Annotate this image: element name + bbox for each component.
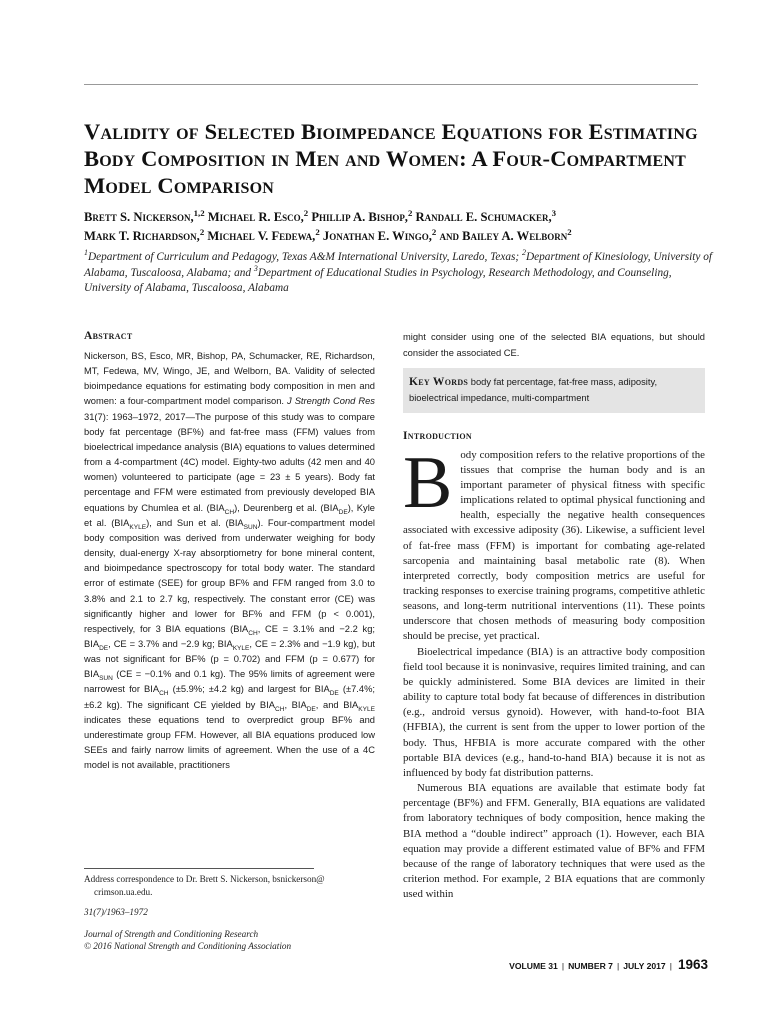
correspondence-note: Address correspondence to Dr. Brett S. Nickerson, bsnickerson@ crimson.ua.edu.: [84, 874, 325, 897]
page-footer: VOLUME 31 | NUMBER 7 | JULY 2017 | 1963: [509, 957, 708, 972]
abstract-heading: Abstract: [84, 330, 133, 342]
author-list: [84, 208, 714, 246]
abstract-column: [84, 330, 375, 773]
drop-cap: B: [403, 441, 453, 524]
abstract-text: Nickerson, BS, Esco, MR, Bishop, PA, Schumacker, RE, Richardson, MT, Fedewa, MV, Wingo, JE, and Welborn, BA. Validity of selected bioimpedance equations for estimating body composition in men and women: a four-compartment model comparison. J Strength Cond Res 31(7): 1963–1972, 2017—The purpose of this study was to compare body fat percentage (BF%) and fat-free mass (FFM) values from bioelectrical impedance analysis (BIA) equations to values determined from a 4-compartment (4C) model. Eighty-two adults (42 men and 40 women) volunteered to participate (age = 23 ± 5 years). Body fat percentage and FFM were estimated from previously developed BIA equations by Chumlea et al. $(BIA_{CH})$, Deurenberg et al. $(BIA_{DE})$, Kyle et al. $(BIA_{KYLE})$, and Sun et al. $(BIA_{SUN})$. Four-compartment model body composition was derived from underwater weighing for body density, dual-energy X-ray absorptiometry for bone mineral content, and bioimpedance spectroscopy for total body water. The standard error of estimate (SEE) for group BF% and FFM ranged from 3.0 to 3.8% and 2.1 to 2.7 kg, respectively. The constant error (CE) was significantly higher and lower for BF% and FFM (p < 0.001), respectively, for 3 BIA equations ($BIA_{CH}$, CE = 3.1% and −2.2 kg; $BIA_{DE}$, CE = 3.7% and −2.9 kg; $BIA_{KYLE}$, CE = 2.3% and −1.9 kg), but was not significant for BF% (p = 0.702) and FFM (p = 0.677) for $BIA_{SUN}$ (CE = −0.1% and 0.1 kg). The 95% limits of agreement were narrowest for $BIA_{CH}$ (±5.9%; ±4.2 kg) and largest for $BIA_{DE}$ (±7.4%; ±6.2 kg). The significant CE yielded by $BIA_{CH}$, $BIA_{DE}$, and $BIA_{KYLE}$ indicates these equations tend to overpredict group BF% and underestimate group FFM. However, all BIA equations produced low SEEs and fairly narrow limits of agreement. When the use of a 4C model is not available, practitioners: [84, 351, 376, 771]
footnote-rule: [84, 868, 314, 869]
copyright-note: © 2016 National Strength and Conditioning Association: [84, 941, 292, 951]
author: Michael V. Fedewa,$^2$: [207, 226, 320, 243]
abstract-continuation: might consider using one of the selected BIA equations, but should consider the associated CE.: [403, 332, 705, 358]
volume-note: 31(7)/1963–1972: [84, 907, 148, 917]
intro-paragraph-2: Bioelectrical impedance (BIA) is an attractive body composition field tool because it is noninvasive, requires limited training, and can be quickly administered. Some BIA devices are limited in their ability to capture total body fat because of differences in distribution (e.g., android versus gynoid). However, with hand-to-foot BIA (HFBIA), the current is sent from the upper to lower portion of the body. Thus, HFBIA is more accurate compared with the other portable BIA devices (e.g., hand-to-hand BIA) because it is not as influenced by body fat distribution patterns.: [403, 645, 705, 779]
page-number: 1963: [677, 957, 708, 972]
keywords-label: Key Words: [409, 375, 469, 388]
article-title: Validity of Selected Bioimpedance Equations for Estimating Body Composition in Men and Women: A Four-Compartment Model Comparison: [84, 119, 698, 198]
body-column: [403, 330, 705, 902]
author: Jonathan E. Wingo,$^2$: [322, 226, 437, 243]
author: Brett S. Nickerson,$^{1,2}$: [84, 207, 205, 224]
author: Phillip A. Bishop,$^2$: [311, 207, 413, 224]
author: Randall E. Schumacker,$^3$: [415, 207, 557, 224]
intro-paragraph-1: Body composition refers to the relative proportions of the tissues that comprise the human body and is an important parameter of physical fitness with specific implications related to optimal physical functioning and health, especially the negative health consequences associated with excessive adiposity (36). Likewise, a sufficient level of fat-free mass (FFM) is important for combating age-related sarcopenia and maintaining basal metabolic rate (8). When interpreted correctly, body composition metrics are useful for tracking responses to exercise training programs, competitive athletic seasons, and long-term nutritional interventions (11). These points underscore that chosen methods of measuring body composition should be precise, yet practical.: [403, 441, 705, 643]
journal-name: Journal of Strength and Conditioning Research: [84, 928, 259, 939]
affiliations: $^1$Department of Curriculum and Pedagogy, Texas A&M International University, Laredo, Texas; $^2$Department of Kinesiology, University of Alabama, Tuscaloosa, Alabama; and $^3$Department of Educational Studies in Psychology, Research Methodology, and Counseling, University of Alabama, Tuscaloosa, Alabama: [84, 248, 713, 294]
footnotes: [84, 873, 375, 953]
author: and Bailey A. Welborn$^2$: [439, 226, 572, 243]
title-rule: [84, 84, 698, 85]
introduction-heading: Introduction: [403, 429, 472, 442]
author: Michael R. Esco,$^2$: [207, 207, 309, 224]
keywords-text: body fat percentage, fat-free mass, adiposity, bioelectrical impedance, multi-compartment: [409, 376, 658, 403]
intro-paragraph-3: Numerous BIA equations are available that estimate body fat percentage (BF%) and FFM. Generally, BIA equations are validated from laboratory techniques of body composition, hence making the BIA method a “double indirect” approach (1). However, each BIA equation may provide a different estimated value of BF% and FFM because of the range of laboratory techniques that were used as the criterion method. For example, 2 BIA equations that are commonly used within: [403, 782, 705, 901]
keywords-box: [403, 368, 705, 413]
author: Mark T. Richardson,$^2$: [84, 226, 205, 243]
